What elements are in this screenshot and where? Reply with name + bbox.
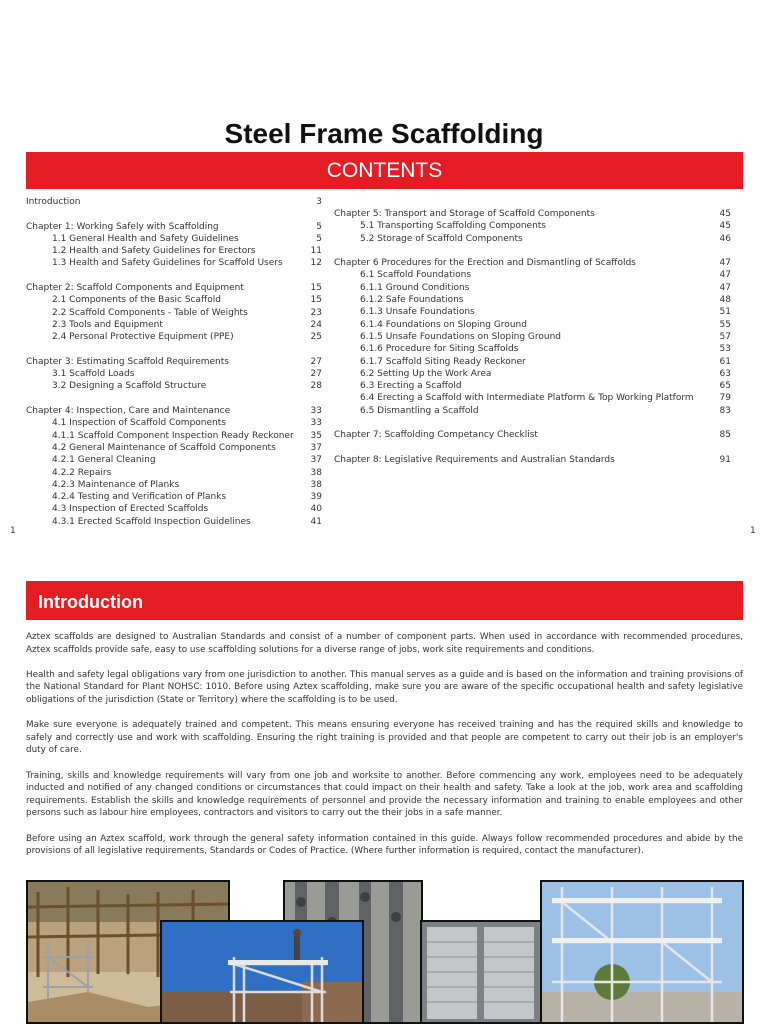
toc-entry-page: 48	[719, 295, 731, 306]
toc-entry	[26, 245, 322, 257]
toc-entry-label: 4.2 General Maintenance of Scaffold Components	[52, 442, 276, 453]
toc-entry-page: 25	[310, 332, 322, 343]
toc-entry	[334, 392, 731, 404]
toc-entry	[26, 417, 322, 429]
toc-entry	[334, 380, 731, 392]
toc-entry-label: Chapter 1: Working Safely with Scaffolding	[26, 221, 219, 232]
toc-entry-label: 6.1.1 Ground Conditions	[360, 282, 470, 293]
toc-entry-label: Chapter 2: Scaffold Components and Equipment	[26, 283, 244, 294]
platform-boards-image	[422, 922, 540, 1024]
photo-mobile-scaffold	[160, 920, 364, 1024]
toc-entry	[26, 454, 322, 466]
toc-entry-label: 2.2 Scaffold Components - Table of Weights	[52, 307, 248, 318]
toc-entry-page: 11	[310, 246, 322, 257]
intro-paragraph: Before using an Aztex scaffold, work through the general safety information contained in this guide. Always follow recommended procedures and abide by the provisions of all legislative requirements, Standards or Codes of Practice. (Where further information is required, contact the manufacturer).	[26, 833, 743, 857]
toc-entry	[334, 233, 731, 245]
page-number-right: 1	[750, 526, 756, 536]
toc-entry-page: 3	[316, 197, 322, 207]
toc-entry-label: 2.3 Tools and Equipment	[52, 319, 163, 330]
toc-entry-label: 4.2.1 General Cleaning	[52, 455, 156, 466]
toc-entry-label: Chapter 3: Estimating Scaffold Requirements	[26, 356, 229, 367]
toc-entry-page: 23	[310, 307, 322, 318]
toc-entry-label: 4.3.1 Erected Scaffold Inspection Guidelines	[52, 516, 251, 527]
toc-entry	[26, 331, 322, 343]
toc-entry-page: 53	[719, 344, 731, 355]
toc-entry-page: 51	[719, 307, 731, 318]
toc-entry-label: 1.2 Health and Safety Guidelines for Erectors	[52, 246, 256, 257]
toc-entry-page: 63	[719, 368, 731, 379]
toc-entry-page: 24	[310, 319, 322, 330]
toc-entry-label: 6.1.6 Procedure for Siting Scaffolds	[360, 344, 519, 355]
toc-entry-page: 37	[310, 455, 322, 466]
toc-entry-page: 65	[719, 381, 731, 392]
toc-entry	[334, 306, 731, 318]
toc-entry-label: 1.1 General Health and Safety Guidelines	[52, 233, 239, 244]
toc-entry	[334, 429, 731, 441]
toc-entry-label: 4.1 Inspection of Scaffold Components	[52, 418, 226, 429]
toc-entry	[26, 491, 322, 503]
toc-entry-page: 40	[310, 504, 322, 515]
toc-entry	[26, 405, 322, 417]
toc-entry-page: 85	[719, 430, 731, 441]
toc-entry	[334, 319, 731, 331]
toc-entry	[26, 294, 322, 306]
toc-entry	[334, 257, 731, 269]
toc-entry-label: Chapter 6 Procedures for the Erection and Dismantling of Scaffolds	[334, 258, 636, 269]
toc-entry	[334, 220, 731, 232]
toc-entry-page: 35	[310, 430, 322, 441]
toc-entry	[334, 368, 731, 380]
toc-entry-label: 6.1.7 Scaffold Siting Ready Reckoner	[360, 356, 526, 367]
mobile-scaffold-image	[162, 922, 362, 1024]
toc-entry-label: 3.1 Scaffold Loads	[52, 369, 135, 380]
toc-entry	[334, 331, 731, 343]
toc-entry-label: 4.2.2 Repairs	[52, 467, 112, 478]
toc-entry	[26, 282, 322, 294]
toc-entry	[26, 380, 322, 392]
toc-entry-label: Chapter 5: Transport and Storage of Scaffold Components	[334, 209, 595, 219]
toc-entry-label: 6.1.5 Unsafe Foundations on Sloping Ground	[360, 331, 561, 342]
toc-entry-page: 27	[310, 369, 322, 380]
toc-entry	[26, 368, 322, 380]
intro-paragraph: Training, skills and knowledge requirements will vary from one job and worksite to another. Before commencing any work, employees need to be adequately inducted and notified of any changed conditions or circumstances that could impact on their health and safety. Take a look at the job, work area and scaffolding requirements. Establish the skills and knowledge requirements of personnel and provide the necessary information and training to enable employees and other persons such as labour hire employees, contractors and visitors to carry out the their jobs in a safe manner.	[26, 770, 743, 819]
toc-entry-page: 39	[310, 492, 322, 503]
toc-entry	[334, 405, 731, 417]
toc-entry-label: 3.2 Designing a Scaffold Structure	[52, 381, 207, 392]
toc-entry-page: 38	[310, 479, 322, 490]
toc-entry	[26, 221, 322, 233]
toc-entry-page: 55	[719, 319, 731, 330]
toc-entry-page: 47	[719, 282, 731, 293]
toc-entry-label: 6.5 Dismantling a Scaffold	[360, 405, 479, 416]
toc-entry-label: 2.1 Components of the Basic Scaffold	[52, 295, 221, 306]
toc-entry	[26, 257, 322, 269]
toc-entry-label: 1.3 Health and Safety Guidelines for Scaffold Users	[52, 258, 283, 269]
toc-entry-label: 4.2.4 Testing and Verification of Planks	[52, 492, 227, 503]
toc-entry-page: 46	[719, 233, 731, 244]
photo-platform-boards	[420, 920, 542, 1024]
toc-entry-label: 2.4 Personal Protective Equipment (PPE)	[52, 332, 234, 343]
toc-entry-label: 6.2 Setting Up the Work Area	[360, 368, 492, 379]
toc-entry	[334, 269, 731, 281]
toc-entry-label: 5.1 Transporting Scaffolding Components	[360, 221, 546, 232]
toc-entry	[26, 196, 322, 208]
toc-entry-page: 91	[719, 454, 731, 465]
intro-paragraph: Health and safety legal obligations vary from one jurisdiction to another. This manual serves as a guide and is based on the information and training provisions of the National Standard for Plant NOHSC: 1010. Before using Aztex scaffolding, make sure you are aware of the specific occupational health and safety legislative obligations of the jurisdiction (State or Territory) where the scaffolding is to be used.	[26, 669, 743, 705]
toc-entry-page: 45	[719, 221, 731, 232]
contents-heading-bar: CONTENTS	[26, 152, 743, 189]
toc-entry	[334, 282, 731, 294]
introduction-body	[26, 631, 743, 870]
toc-entry-label: 6.1.3 Unsafe Foundations	[360, 307, 475, 318]
toc-entry-page: 33	[310, 406, 322, 417]
toc-entry-page: 61	[719, 356, 731, 367]
toc-entry-page: 5	[316, 221, 322, 232]
toc-entry-label: Chapter 8: Legislative Requirements and Australian Standards	[334, 454, 615, 465]
toc-entry-label: 6.1.2 Safe Foundations	[360, 295, 464, 306]
toc-entry	[26, 516, 322, 528]
toc-entry	[334, 454, 731, 466]
toc-entry-page: 12	[310, 258, 322, 269]
toc-entry-page: 27	[310, 356, 322, 367]
toc-entry-label: 6.1.4 Foundations on Sloping Ground	[360, 319, 527, 330]
toc-entry	[334, 294, 731, 306]
toc-entry-label: Introduction	[26, 197, 81, 207]
toc-entry-label: 4.2.3 Maintenance of Planks	[52, 479, 180, 490]
scaffold-tower-image	[542, 882, 742, 1024]
toc-entry-page: 57	[719, 331, 731, 342]
toc-entry	[26, 233, 322, 245]
page-number-left: 1	[10, 526, 16, 536]
toc-entry-page: 41	[310, 516, 322, 527]
toc-entry	[26, 479, 322, 491]
toc-entry-label: 4.3 Inspection of Erected Scaffolds	[52, 504, 209, 515]
toc-entry	[334, 343, 731, 355]
toc-left-column	[26, 196, 322, 528]
toc-entry-label: 5.2 Storage of Scaffold Components	[360, 233, 523, 244]
toc-entry	[26, 503, 322, 515]
intro-paragraph: Aztex scaffolds are designed to Australian Standards and consist of a number of component parts. When used in accordance with recommended procedures, Aztex scaffolds provide safe, easy to use scaffolding solutions for a diverse range of jobs, work site requirements and conditions.	[26, 632, 743, 655]
toc-entry-label: 6.1 Scaffold Foundations	[360, 270, 472, 281]
toc-entry	[334, 208, 731, 220]
toc-entry-label: Chapter 7: Scaffolding Competancy Checklist	[334, 430, 538, 441]
toc-entry-label: 6.4 Erecting a Scaffold with Intermediate Platform & Top Working Platform	[360, 393, 694, 404]
toc-entry-label: 4.1.1 Scaffold Component Inspection Ready Reckoner	[52, 430, 294, 441]
toc-entry-page: 15	[310, 283, 322, 294]
toc-entry-page: 47	[719, 258, 731, 269]
toc-entry-page: 38	[310, 467, 322, 478]
toc-entry-page: 83	[719, 405, 731, 416]
photo-scaffold-tower	[540, 880, 744, 1024]
toc-entry	[26, 430, 322, 442]
toc-entry-page: 79	[719, 393, 731, 404]
toc-entry	[26, 442, 322, 454]
toc-entry	[26, 319, 322, 331]
toc-entry-page: 28	[310, 381, 322, 392]
toc-entry	[26, 307, 322, 319]
toc-entry	[26, 467, 322, 479]
toc-entry-label: 6.3 Erecting a Scaffold	[360, 381, 462, 392]
toc-entry-page: 45	[719, 209, 731, 219]
toc-right-column	[334, 208, 731, 466]
toc-entry-page: 33	[310, 418, 322, 429]
toc-entry-page: 15	[310, 295, 322, 306]
toc-entry	[26, 356, 322, 368]
toc-entry-page: 37	[310, 442, 322, 453]
toc-entry	[334, 356, 731, 368]
intro-paragraph: Make sure everyone is adequately trained and competent. This means ensuring everyone has received training and has the required skills and knowledge to safely and correctly use and work with scaffolding. Ensuring the right training is provided and that people are competent to carry out their job is an employer's duty of care.	[26, 720, 743, 756]
introduction-heading-bar: Introduction	[26, 581, 743, 620]
toc-entry-label: Chapter 4: Inspection, Care and Maintenance	[26, 406, 231, 417]
toc-entry-page: 47	[719, 270, 731, 281]
toc-entry-page: 5	[316, 233, 322, 244]
page-title: Steel Frame Scaffolding	[224, 118, 544, 149]
